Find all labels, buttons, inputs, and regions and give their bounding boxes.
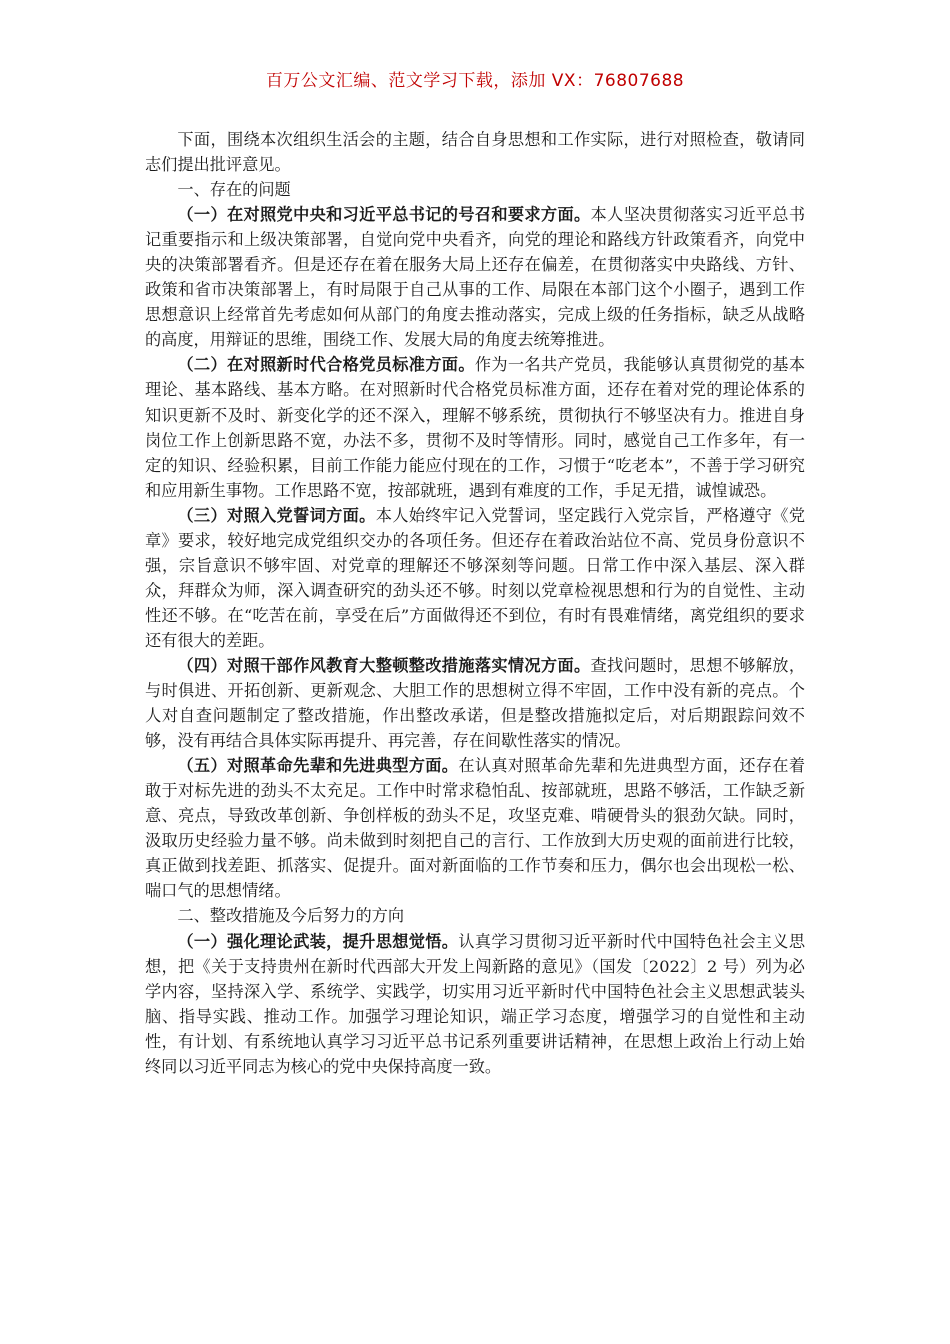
intro-paragraph: 下面，围绕本次组织生活会的主题，结合自身思想和工作实际，进行对照检查，敬请同志们提出批评意见。: [145, 130, 805, 175]
paragraph-2-heading: （二）在对照新时代合格党员标准方面。: [177, 355, 475, 375]
paragraph-1: [145, 202, 805, 352]
paragraph-2: [145, 352, 805, 502]
paragraph-5: [145, 753, 805, 903]
paragraph-6-text: 认真学习贯彻习近平新时代中国特色社会主义思想，把《关于支持贵州在新时代西部大开发上闯新路的意见》（国发〔2022〕2 号）列为必学内容，坚持深入学、系统学、实践学，切实用习近平新时代中国特色社会主义思想武装头脑、指导实践、推动工作。加强学习理论知识，端正学习态度，增强学习的自觉性和主动性，有计划、有系统地认真学习习近平总书记系列重要讲话精神，在思想上政治上行动上始终同以习近平同志为核心的党中央保持高度一致。: [145, 931, 806, 1076]
paragraph-4-heading: （四）对照干部作风教育大整顿整改措施落实情况方面。: [177, 655, 591, 675]
paragraph-4-text: 查找问题时，思想不够解放，与时俱进、开拓创新、更新观念、大胆工作的思想树立得不牢固，工作中没有新的亮点。个人对自查问题制定了整改措施，作出整改承诺，但是整改措施拟定后，对后期跟踪问效不够，没有再结合具体实际再提升、再完善，存在间歇性落实的情况。: [145, 655, 806, 751]
section-heading-problems: 一、存在的问题: [177, 180, 291, 200]
paragraph-5-text: 在认真对照革命先辈和先进典型方面，还存在着敢于对标先进的劲头不太充足。工作中时常求稳怕乱、按部就班，思路不够活，工作缺乏新意、亮点，导致改革创新、争创样板的劲头不足，攻坚克难、啃硬骨头的狠劲欠缺。同时，汲取历史经验力量不够。尚未做到时刻把自己的言行、工作放到大历史观的面前进行比较，真正做到找差距、抓落实、促提升。面对新面临的工作节奏和压力，偶尔也会出现松一松、喘口气的思想情绪。: [145, 756, 806, 901]
paragraph-1-heading: （一）在对照党中央和习近平总书记的号召和要求方面。: [177, 205, 591, 225]
paragraph-2-text: 作为一名共产党员，我能够认真贯彻党的基本理论、基本路线、基本方略。在对照新时代合格党员标准方面，还存在着对党的理论体系的知识更新不及时、新变化学的还不深入，理解不够系统，贯彻执行不够坚决有力。推进自身岗位工作上创新思路不宽，办法不多，贯彻不及时等情形。同时，感觉自己工作多年，有一定的知识、经验积累，目前工作能力能应付现在的工作，习惯于“吃老本”，不善于学习研究和应用新生事物。工作思路不宽，按部就班，遇到有难度的工作，手足无措，诚惶诚恐。: [145, 355, 806, 500]
paragraph-3: [145, 503, 805, 653]
document-body: [145, 127, 805, 1079]
section-heading-measures: 二、整改措施及今后努力的方向: [177, 906, 405, 926]
ad-banner: 百万公文汇编、范文学习下载，添加 VX：76807688: [265, 71, 685, 91]
paragraph-3-heading: （三）对照入党誓词方面。: [177, 505, 376, 525]
paragraph-6: [145, 929, 805, 1079]
paragraph-3-text: 本人始终牢记入党誓词，坚定践行入党宗旨，严格遵守《党章》要求，较好地完成党组织交办的各项任务。但还存在着政治站位不高、党员身份意识不强，宗旨意识不够牢固、对党章的理解还不够深刻等问题。日常工作中深入基层、深入群众，拜群众为师，深入调查研究的劲头还不够。时刻以党章检视思想和行为的自觉性、主动性还不够。在“吃苦在前，享受在后”方面做得还不到位，有时有畏难情绪，离党组织的要求还有很大的差距。: [145, 505, 806, 650]
paragraph-1-text: 本人坚决贯彻落实习近平总书记重要指示和上级决策部署，自觉向党中央看齐，向党的理论和路线方针政策看齐，向党中央的决策部署看齐。但是还存在着在服务大局上还存在偏差，在贯彻落实中央路线、方针、政策和省市决策部署上，有时局限于自己从事的工作、局限在本部门这个小圈子，遇到工作思想意识上经常首先考虑如何从部门的角度去推动落实，完成上级的任务指标，缺乏从战略的高度，用辩证的思维，围绕工作、发展大局的角度去统筹推进。: [145, 205, 806, 350]
paragraph-6-heading: （一）强化理论武装，提升思想觉悟。: [177, 931, 459, 951]
paragraph-5-heading: （五）对照革命先辈和先进典型方面。: [177, 756, 459, 776]
paragraph-4: [145, 653, 805, 753]
